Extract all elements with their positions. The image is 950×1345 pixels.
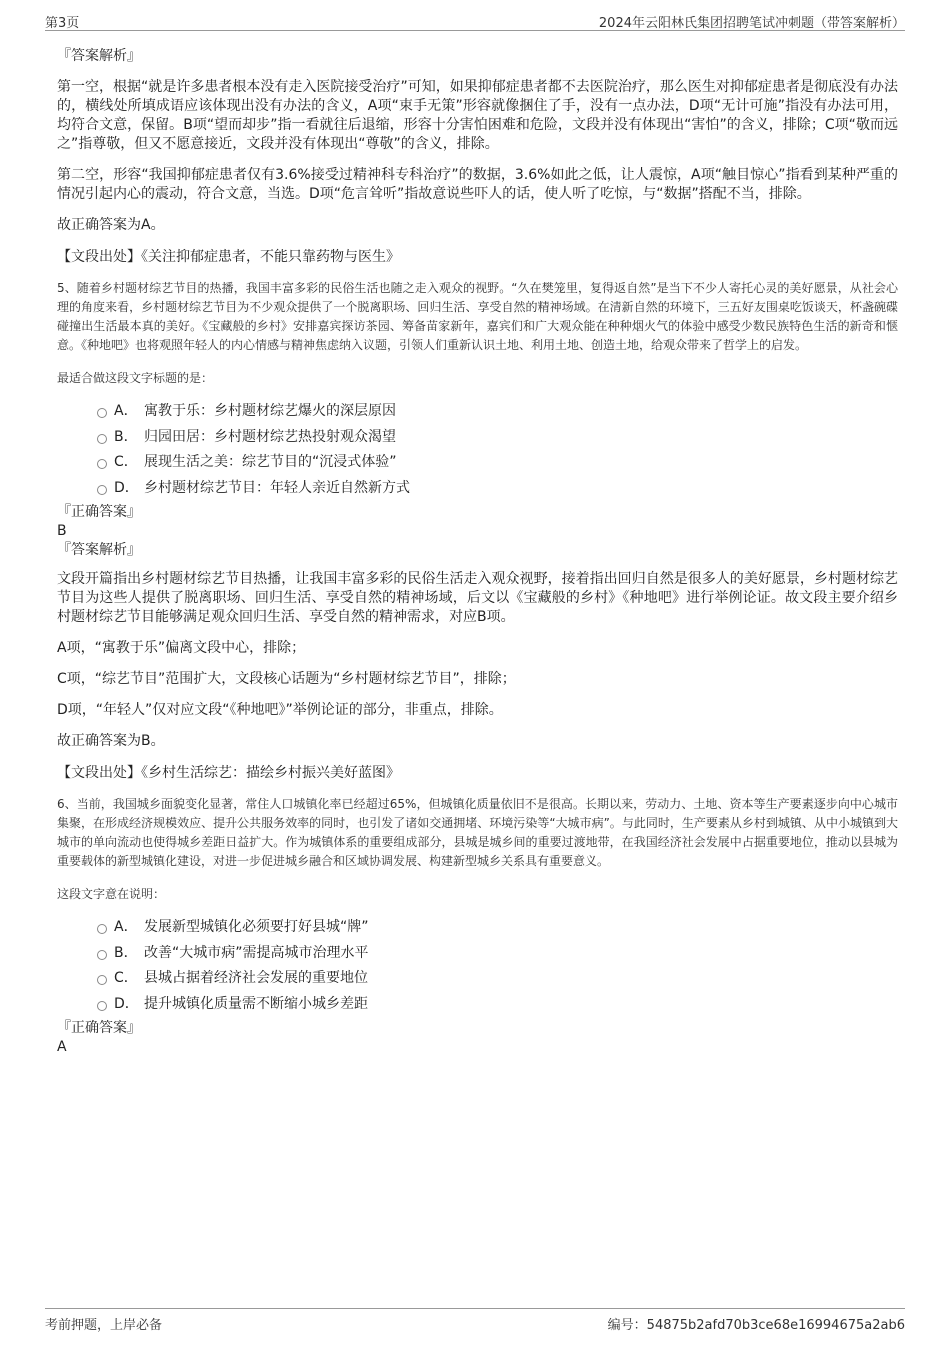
q5-analysis-option-c: C项，“综艺节目”范围扩大，文段核心话题为“乡村题材综艺节目”，排除； [57,671,516,687]
q4-analysis-paragraph-2: 第二空，形容“我国抑郁症患者仅有3.6%接受过精神科专科治疗”的数据，3.6%如此之低，让人震惊，A项“触目惊心”指看到某种严重的情况引起内心的震动，符合文意，当选。D项“危言耸听”指故意说些吓人的话，使人听了吃惊，与“数据”搭配不当，排除。 [57,167,898,202]
q5-option-b[interactable] [57,426,898,452]
radio-icon[interactable] [97,459,107,469]
serial-label: 编号： [607,1318,647,1333]
page-footer [45,1308,905,1331]
option-text: 归园田居：乡村题材综艺热投射观众渴望 [144,428,396,445]
q6-option-c[interactable] [57,967,898,993]
q5-analysis-option-d: D项，“年轻人”仅对应文段“《种地吧》”举例论证的部分，非重点，排除。 [57,702,503,718]
option-letter: D． [114,479,139,496]
q4-conclusion: 故正确答案为A。 [57,217,165,233]
q4-analysis-paragraph-1: 第一空，根据“就是许多患者根本没有走入医院接受治疗”可知，如果抑郁症患者都不去医院治疗，那么医生对抑郁症患者是彻底没有办法的，横线处所填成语应该体现出没有办法的含义，A项“束手无策”形容就像捆住了手，没有一点办法，D项“无计可施”指没有办法可用，均符合文意，保留。B项“望而却步”指一看就往后退缩，形容十分害怕困难和危险，文段并没有体现出“害怕”的含义，排除；C项“敬而远之”指尊敬，但又不愿意接近，文段并没有体现出“尊敬”的含义，排除。 [57,79,898,152]
q5-question-text: 5、随着乡村题材综艺节目的热播，我国丰富多彩的民俗生活也随之走入观众的视野。“久在樊笼里，复得返自然”是当下不少人寄托心灵的美好愿景，从社会心理的角度来看，乡村题材综艺节目为不少观众提供了一个脱离职场、回归生活、享受自然的精神场域。在清新自然的环境下，三五好友围桌吃饭谈天，杯盏碗碟碰撞出生活最本真的美好。《宝藏般的乡村》安排嘉宾探访茶园、筹备苗家新年，嘉宾们和广大观众能在种种烟火气的体验中感受少数民族特色生活的新奇和惬意。《种地吧》也将观照年轻人的内心情感与精神焦虑纳入议题，引领人们重新认识土地、利用土地、创造土地，给观众带来了哲学上的启发。 [57,281,898,352]
radio-icon[interactable] [97,434,107,444]
page-content [57,46,898,1056]
option-letter: B． [114,944,138,961]
q6-question-text: 6、当前，我国城乡面貌变化显著，常住人口城镇化率已经超过65%，但城镇化质量依旧不是很高。长期以来，劳动力、土地、资本等生产要素逐步向中心城市集聚，在形成经济规模效应、提升公共服务效率的同时，也引发了诸如交通拥堵、环境污染等“大城市病”。与此同时，生产要素从乡村到城镇、从中小城镇到大城市的单向流动也使得城乡差距日益扩大。作为城镇体系的重要组成部分，县城是城乡间的重要过渡地带，在我国经济社会发展中占据重要地位，推动以县城为重要载体的新型城镇化建设，对进一步促进城乡融合和区域协调发展、构建新型城乡关系具有重要意义。 [57,797,898,868]
q6-answer-label: 『正确答案』 [57,1020,141,1036]
option-letter: B． [114,428,138,445]
option-text: 改善“大城市病”需提高城市治理水平 [144,944,369,961]
q6-answer: A [57,1039,67,1055]
option-text: 县城占据着经济社会发展的重要地位 [144,970,368,986]
option-text: 寓教于乐：乡村题材综艺爆火的深层原因 [144,403,396,419]
q5-option-c[interactable] [57,451,898,477]
q5-prompt: 最适合做这段文字标题的是： [57,371,214,385]
radio-icon[interactable] [97,485,107,495]
page-header [45,10,905,31]
option-letter: C． [114,454,138,470]
q5-analysis-paragraph-1: 文段开篇指出乡村题材综艺节目热播，让我国丰富多彩的民俗生活走入观众视野，接着指出回归自然是很多人的美好愿景，乡村题材综艺节目为这些人提供了脱离职场、回归生活、享受自然的精神场域，后文以《宝藏般的乡村》《种地吧》进行举例论证。故文段主要介绍乡村题材综艺节目能够满足观众回归生活、享受自然的精神需求，对应B项。 [57,571,898,625]
option-letter: A． [114,403,138,419]
q5-answer: B [57,523,67,539]
radio-icon[interactable] [97,924,107,934]
option-text: 发展新型城镇化必须要打好县城“牌” [144,919,369,935]
option-text: 展现生活之美：综艺节目的“沉浸式体验” [144,454,397,470]
q6-option-b[interactable] [57,942,898,968]
q5-option-a[interactable] [57,400,898,426]
q5-analysis-label: 『答案解析』 [57,542,141,558]
footer-note: 考前押题，上岸必备 [45,1318,163,1333]
option-letter: A． [114,919,138,935]
radio-icon[interactable] [97,408,107,418]
option-text: 提升城镇化质量需不断缩小城乡差距 [144,995,368,1012]
document-serial [608,1314,905,1333]
q5-analysis-option-a: A项，“寓教于乐”偏离文段中心，排除； [57,640,306,656]
q6-prompt: 这段文字意在说明： [57,887,166,901]
radio-icon[interactable] [97,975,107,985]
q6-option-a[interactable] [57,916,898,942]
q4-analysis-label: 『答案解析』 [57,48,141,64]
q5-answer-label: 『正确答案』 [57,504,141,520]
q5-source: 【文段出处】《乡村生活综艺：描绘乡村振兴美好蓝图》 [57,765,400,781]
radio-icon[interactable] [97,1001,107,1011]
serial-value: 54875b2afd70b3ce68e16994675a2ab6 [646,1318,905,1333]
option-letter: D． [114,995,139,1012]
radio-icon[interactable] [97,950,107,960]
option-letter: C． [114,970,138,986]
q5-option-d[interactable] [57,477,898,503]
q5-options [57,400,898,502]
q6-option-d[interactable] [57,993,898,1019]
q5-conclusion: 故正确答案为B。 [57,733,165,749]
q4-source: 【文段出处】《关注抑郁症患者，不能只靠药物与医生》 [57,249,400,265]
document-title: 2024年云阳林氏集团招聘笔试冲刺题（带答案解析） [598,16,905,31]
page-number: 第3页 [45,16,80,31]
option-text: 乡村题材综艺节目：年轻人亲近自然新方式 [144,479,410,496]
q6-options [57,916,898,1018]
